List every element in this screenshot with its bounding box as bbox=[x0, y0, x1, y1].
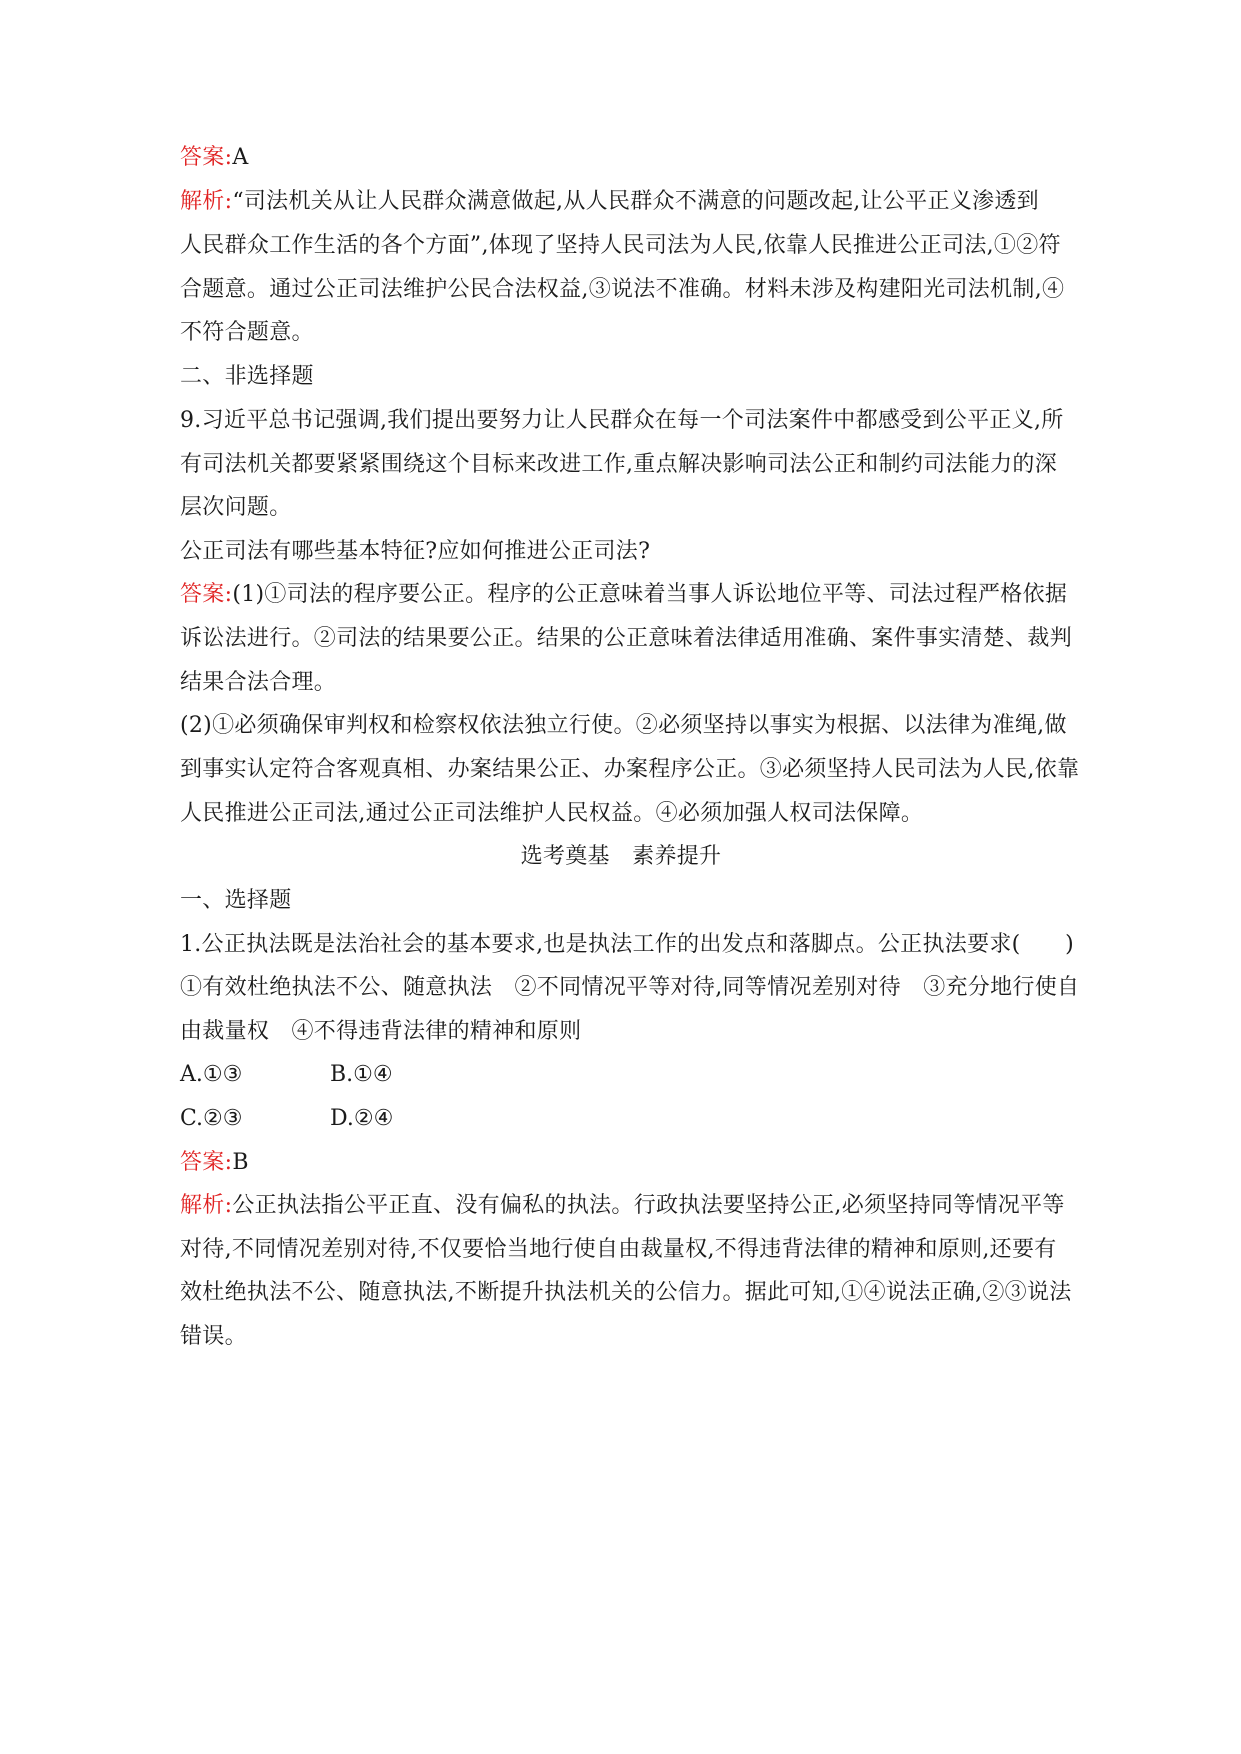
analysis-text: 公正执法指公平正直、没有偏私的执法。行政执法要坚持公正,必须坚持同等情况平等 bbox=[232, 1193, 1065, 1218]
answer-label: 答案: bbox=[180, 582, 233, 607]
q1-analysis-line: 效杜绝执法不公、随意执法,不断提升执法机关的公信力。据此可知,①④说法正确,②③说法 bbox=[180, 1280, 1072, 1305]
q9-answer-line: 诉讼法进行。②司法的结果要公正。结果的公正意味着法律适用准确、案件事实清楚、裁判 bbox=[180, 626, 1073, 651]
q1-analysis-line: 错误。 bbox=[180, 1324, 247, 1349]
option-b: B.①④ bbox=[330, 1062, 393, 1087]
answer-value: B bbox=[232, 1150, 249, 1175]
option-d: D.②④ bbox=[330, 1106, 394, 1131]
q9-answer-line: 人民推进公正司法,通过公正司法维护人民权益。④必须加强人权司法保障。 bbox=[180, 801, 924, 826]
q9-stem-line: 9.习近平总书记强调,我们提出要努力让人民群众在每一个司法案件中都感受到公平正义,所 bbox=[180, 408, 1064, 433]
q1-analysis-line: 对待,不同情况差别对待,不仅要恰当地行使自由裁量权,不得违背法律的精神和原则,还要有 bbox=[180, 1237, 1057, 1262]
answer-label: 答案: bbox=[180, 145, 233, 170]
q9-answer-line bbox=[180, 580, 1067, 610]
analysis-text: “司法机关从让人民群众满意做起,从人民群众不满意的问题改起,让公平正义渗透到 bbox=[232, 189, 1039, 214]
answer-value: A bbox=[232, 145, 249, 170]
q1-stem-line: 由裁量权 ④不得违背法律的精神和原则 bbox=[180, 1019, 582, 1044]
option-c: C.②③ bbox=[180, 1106, 243, 1131]
answer-text: (1)①司法的程序要公正。程序的公正意味着当事人诉讼地位平等、司法过程严格依据 bbox=[232, 582, 1068, 607]
part-title: 选考奠基 素养提升 bbox=[520, 844, 722, 869]
q1-stem-line: 1.公正执法既是法治社会的基本要求,也是执法工作的出发点和落脚点。公正执法要求( ) bbox=[180, 932, 1075, 957]
q8-answer bbox=[180, 143, 249, 173]
section-heading: 二、非选择题 bbox=[180, 364, 314, 389]
q9-answer-line: 结果合法合理。 bbox=[180, 670, 337, 695]
q1-analysis-line bbox=[180, 1191, 1065, 1221]
analysis-label: 解析: bbox=[180, 1193, 233, 1218]
q8-analysis-line: 不符合题意。 bbox=[180, 320, 314, 345]
q8-analysis-line: 人民群众工作生活的各个方面”,体现了坚持人民司法为人民,依靠人民推进公正司法,①②符 bbox=[180, 233, 1061, 258]
q9-question: 公正司法有哪些基本特征?应如何推进公正司法? bbox=[180, 539, 651, 564]
q8-analysis-line bbox=[180, 187, 1039, 217]
q9-answer-line: (2)①必须确保审判权和检察权依法独立行使。②必须坚持以事实为根据、以法律为准绳,做 bbox=[180, 713, 1067, 738]
analysis-label: 解析: bbox=[180, 189, 233, 214]
q9-stem-line: 层次问题。 bbox=[180, 495, 292, 520]
q9-stem-line: 有司法机关都要紧紧围绕这个目标来改进工作,重点解决影响司法公正和制约司法能力的深 bbox=[180, 452, 1057, 477]
answer-label: 答案: bbox=[180, 1150, 233, 1175]
q1-answer bbox=[180, 1148, 249, 1178]
q1-stem-line: ①有效杜绝执法不公、随意执法 ②不同情况平等对待,同等情况差别对待 ③充分地行使自 bbox=[180, 975, 1080, 1000]
q9-answer-line: 到事实认定符合客观真相、办案结果公正、办案程序公正。③必须坚持人民司法为人民,依靠 bbox=[180, 757, 1080, 782]
section-heading: 一、选择题 bbox=[180, 888, 292, 913]
option-a: A.①③ bbox=[180, 1062, 243, 1087]
q8-analysis-line: 合题意。通过公正司法维护公民合法权益,③说法不准确。材料未涉及构建阳光司法机制,④ bbox=[180, 277, 1065, 302]
